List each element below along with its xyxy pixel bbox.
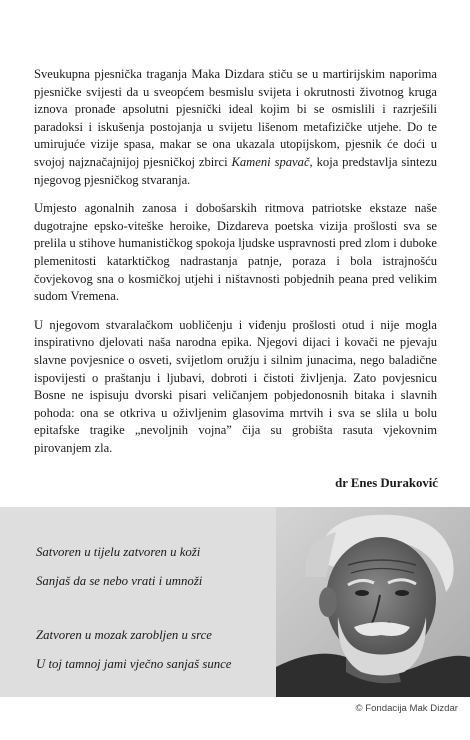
portrait-illustration (276, 507, 470, 697)
essay-paragraph-2: Umjesto agonalnih zanosa i dobošarskih ritmova patriotske ekstaze naše dugotrajne epsko-viteške heroike, Dizdareva poetska vizija prošlosti sva se prelila u stihove humanističkog spokoja ljudske uspravnosti pred zlom i duboke plemenitosti katarktičkog nadrastanja patnje, poraza i bola istrajnošću čovjekovog sna o kosmičkoj utjehi i ništavnosti pobjednih peana pred velikim sudom Vremena. (34, 201, 437, 304)
essay-paragraph-1 (34, 66, 437, 189)
poem-line-1: Satvoren u tijelu zatvoren u koži (36, 545, 201, 559)
author-signature: dr Enes Duraković (335, 476, 438, 490)
essay-paragraph-1-part-a: Sveukupna pjesnička traganja Maka Dizdara stiču se u martirijskim naporima pjesničke svijesti da u sveopćem besmislu svijeta i okrutnosti životnog kruga iznova pronađe apsolutni pjesnički ideal kojim bi se osmislili i razrješili paradoksi i iskušenja postojanja u svijetu lišenom metafizičke utjehe. Do te umirujuće vizije spasa, makar se ona ukazala utopijskom, pjesnik će doći u svojoj najznačajnijoj pjesničkoj zbirci (34, 67, 437, 169)
poem-line-4: U toj tamnoj jami vječno sanjaš sunce (36, 657, 232, 671)
essay-text (34, 66, 437, 468)
poem-excerpt (36, 538, 276, 679)
stanza-gap (36, 596, 276, 621)
essay-paragraph-3: U njegovom stvaralačkom uobličenju i viđenju prošlosti otud i nije mogla inspirativno djelovati naša narodna epika. Njegovi dijaci i kovači ne pjevaju slavne povjesnice o osveti, svijetlom oružju i silnim junacima, nego baladične ispovijesti o praštanju i ljubavi, dobroti i čistoti življenja. Zato povjesnicu Bosne ne ispisuju dvorski pisari veličanjem pobjedonosnih bitaka i slavnih pohoda: ona se otkriva u oživljenim glasovima mrtvih i sva se slila u bolu epitafske tragike „nevoljnih vojna” čija su grobišta rasuta vjekovnim pirovanjem zla. (34, 317, 437, 455)
poem-line-2: Sanjaš da se nebo vrati i umnoži (36, 574, 203, 588)
book-title-kameni-spavac: Kameni spavač (231, 154, 310, 169)
poem-line-3: Zatvoren u mozak zarobljen u srce (36, 628, 212, 642)
photo-credit: © Fondacija Mak Dizdar (355, 703, 458, 714)
author-portrait-photo (276, 507, 470, 697)
essay-paragraph-1-part-b: , koja predstavlja sintezu njegovog pjesničkog stvaranja. (34, 154, 438, 187)
